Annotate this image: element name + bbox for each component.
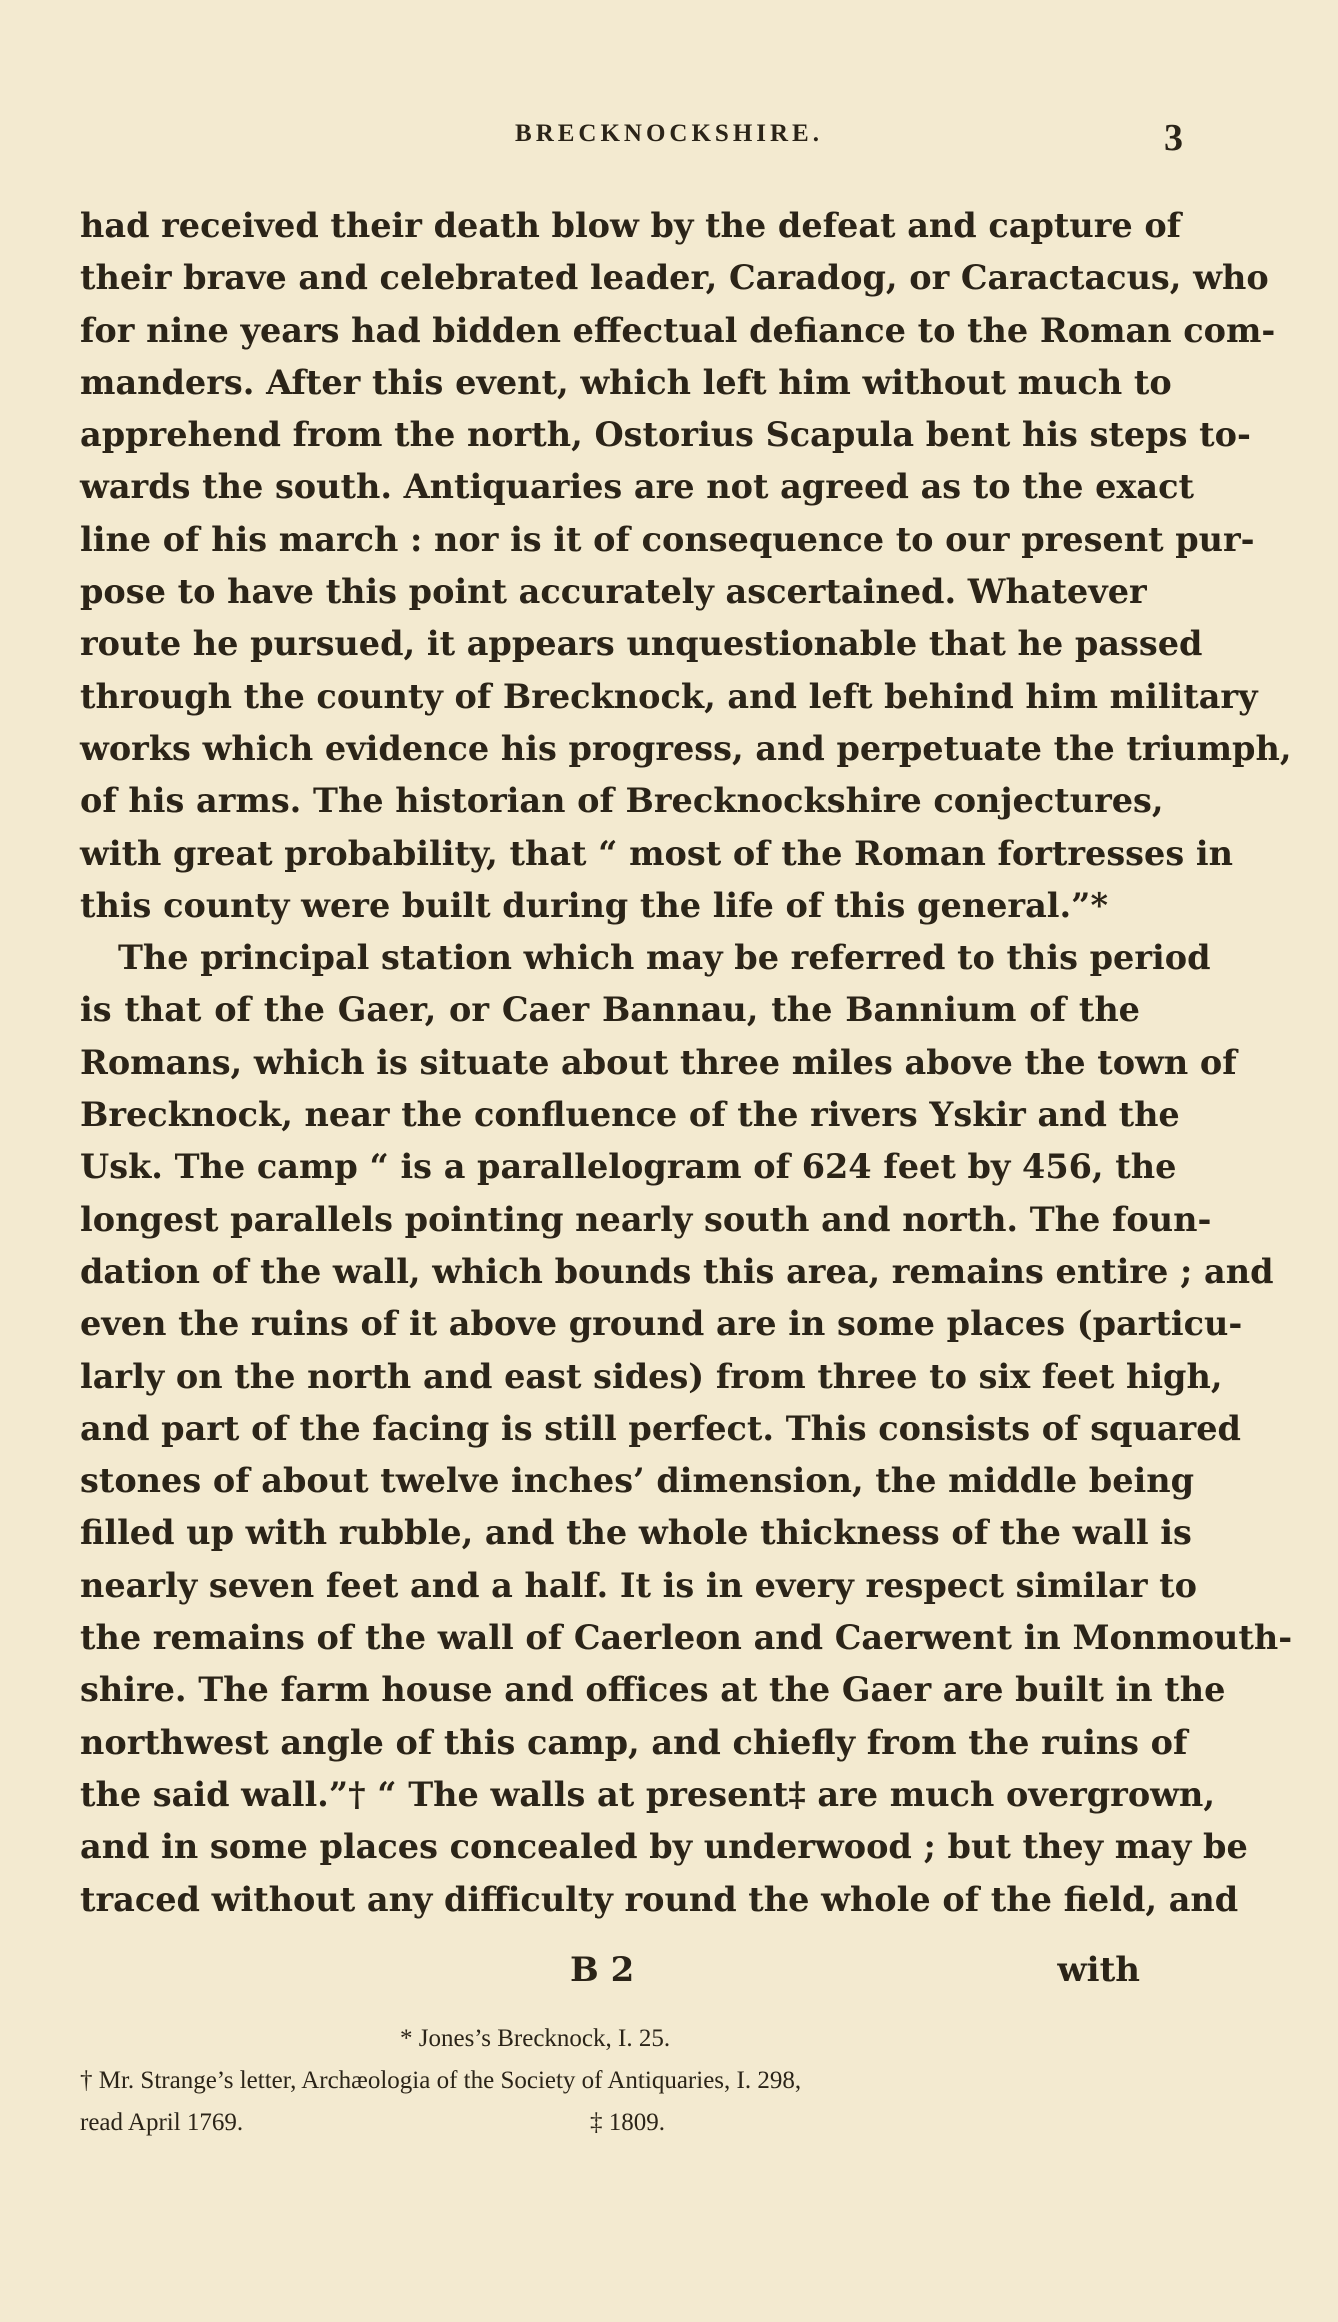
footnote-dagger-continued: read April 1769. — [80, 2109, 244, 2136]
footnote-row — [80, 2102, 1140, 2144]
text-line: with great probability, that “ most of the Roman fortresses in — [80, 833, 1233, 873]
signature-mark: B 2 — [570, 1950, 635, 1990]
text-line: their brave and celebrated leader, Caradog, or Caractacus, who — [80, 258, 1269, 298]
text-line: even the ruins of it above ground are in some places (particu- — [80, 1304, 1243, 1344]
text-line: nearly seven feet and a half. It is in every respect similar to — [80, 1565, 1197, 1605]
text-line: this county were built during the life of this general.”* — [80, 885, 1108, 925]
text-line: larly on the north and east sides) from three to six feet high, — [80, 1356, 1223, 1396]
text-line: stones of about twelve inches’ dimension, the middle being — [80, 1461, 1195, 1501]
footnote-star: * Jones’s Brecknock, I. 25. — [400, 2025, 671, 2052]
text-line: shire. The farm house and offices at the Gaer are built in the — [80, 1670, 1226, 1710]
text-line: filled up with rubble, and the whole thickness of the wall is — [80, 1513, 1192, 1553]
text-line: longest parallels pointing nearly south and north. The foun- — [80, 1199, 1212, 1239]
running-head — [0, 117, 1338, 160]
text-line: route he pursued, it appears unquestionable that he passed — [80, 624, 1203, 664]
text-line: traced without any difficulty round the whole of the field, and — [80, 1879, 1239, 1919]
text-line: apprehend from the north, Ostorius Scapula bent his steps to- — [80, 415, 1251, 455]
text-line: The principal station which may be referred to this period — [118, 938, 1211, 978]
text-line: the remains of the wall of Caerleon and Caerwent in Monmouth- — [80, 1618, 1293, 1658]
text-line: northwest angle of this camp, and chiefly from the ruins of — [80, 1722, 1188, 1762]
text-line: works which evidence his progress, and perpetuate the triumph, — [80, 728, 1292, 768]
text-line: Brecknock, near the confluence of the rivers Yskir and the — [80, 1095, 1180, 1135]
footnote-double-dagger: ‡ 1809. — [590, 2109, 665, 2136]
text-line: line of his march : nor is it of consequence to our present pur- — [80, 519, 1255, 559]
footnotes — [80, 2018, 1140, 2144]
text-line: had received their death blow by the defeat and capture of — [80, 206, 1182, 245]
text-line: Usk. The camp “ is a parallelogram of 624 feet by 456, the — [80, 1147, 1177, 1187]
text-line: of his arms. The historian of Brecknockshire conjectures, — [80, 781, 1164, 821]
text-line: through the county of Brecknock, and left behind him military — [80, 676, 1258, 716]
signature-line — [80, 1950, 1140, 2002]
text-line: pose to have this point accurately ascertained. Whatever — [80, 572, 1147, 612]
text-line: wards the south. Antiquaries are not agreed as to the exact — [80, 467, 1194, 507]
text-line: the said wall.”† “ The walls at present‡ are much overgrown, — [80, 1774, 1216, 1814]
text-line: and part of the facing is still perfect. This consists of squared — [80, 1408, 1241, 1448]
running-title: BRECKNOCKSHIRE. — [515, 120, 823, 147]
catchword: with — [1057, 1950, 1140, 1990]
text-line: is that of the Gaer, or Caer Bannau, the Bannium of the — [80, 990, 1140, 1030]
text-line: Romans, which is situate about three miles above the town of — [80, 1042, 1237, 1082]
text-line: for nine years had bidden effectual defiance to the Roman com- — [80, 310, 1276, 350]
page-number: 3 — [1164, 117, 1183, 159]
text-line: and in some places concealed by underwood ; but they may be — [80, 1827, 1248, 1867]
text-line: manders. After this event, which left him without much to — [80, 362, 1172, 402]
footnote-dagger: † Mr. Strange’s letter, Archæologia of the Society of Antiquaries, I. 298, — [80, 2067, 802, 2094]
body-text — [80, 200, 1293, 1926]
text-line: dation of the wall, which bounds this area, remains entire ; and — [80, 1251, 1274, 1291]
